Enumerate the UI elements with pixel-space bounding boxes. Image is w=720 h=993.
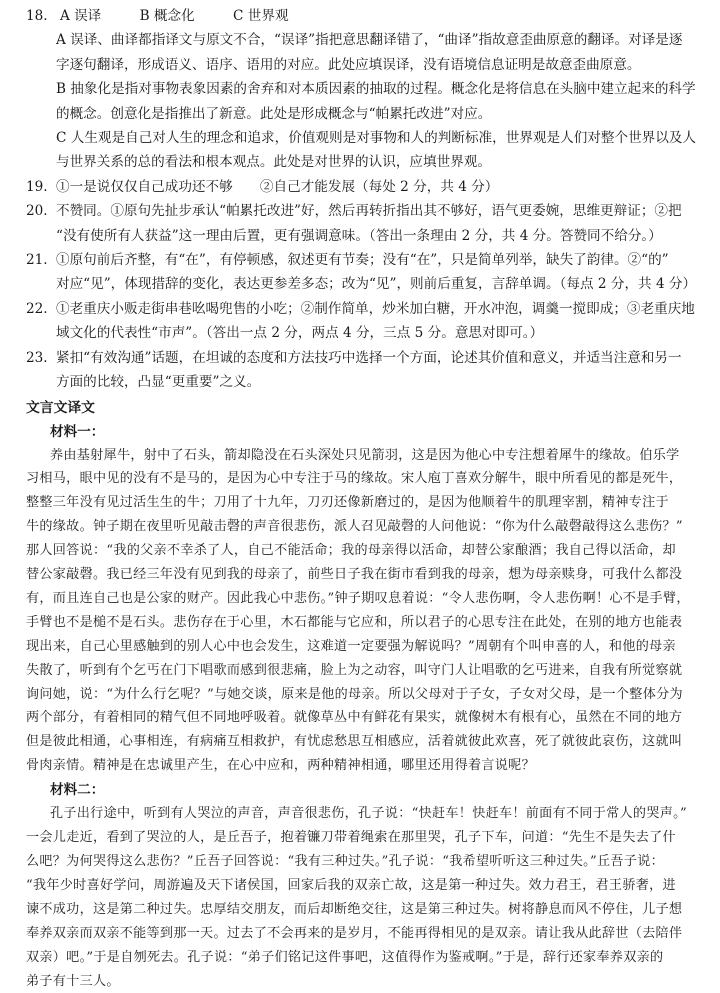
translation-line: 孔子出行途中，听到有人哭泣的声音，声音很悲伤，孔子说：“快赶车！快赶车！前面有不同于常人的哭声。” [50,806,687,822]
translation-line: 整整三年没有见过活生生的牛；刀用了十九年，刀刃还像新磨过的，是因为他顺着牛的肌理宰割，精神专注于 [26,495,669,511]
answer-line: 域文化的代表性“市声”。（答出一点 2 分，两点 4 分，三点 5 分。意思对即可。） [56,325,544,342]
translation-line: 替公家敲磬。我已经三年没有见到我的母亲了，前些日子我在街市看到我的母亲，想为母亲赎身，可我什么都没 [26,567,683,583]
translation-line: 牛的缘故。钟子期在夜里听见敲击磬的声音很悲伤，派人召见敲磬的人问他说：“你为什么敲磬敲得这么悲伤？” [26,519,683,535]
translation-line: 谏不成功，这是第二种过失。忠厚结交朋友，而后却断绝交往，这是第三种过失。树将静息而风不停住，儿子想 [26,901,683,917]
answer-line: ①一是说仅仅自己成功还不够 ②自己才能发展（每处 2 分，共 4 分） [56,178,499,195]
answer-line: 对应“见”，体现措辞的变化，表达更参差多态；改为“见”，则前后重复，言辞单调。（每点 2 分，共 4 分） [56,276,697,293]
translation-line: 习相马，眼中见的没有不是马的，是因为心中专注于马的缘故。宋人庖丁喜欢分解牛，眼中所看见的都是死牛， [26,471,683,487]
translation-line: 有，而且连自己也是公家的财产。因此我心中悲伤。”钟子期叹息着说：“令人悲伤啊，令人悲伤啊！心不是手臂， [26,590,690,606]
question-number: 22. [26,300,48,317]
answer-line: 的概念。创意化是指推出了新意。此处是形成概念与“帕累托改进”对应。 [56,105,492,122]
question-number: 23. [26,349,48,366]
translation-heading: 文言文译文 [26,399,95,416]
translation-line: 现出来，自己心里感触到的别人心中也会发生，这难道一定要强为解说吗？”周朝有个叫申喜的人，和他的母亲 [26,638,676,654]
answer-line: 方面的比较，凸显“更重要”之义。 [56,374,261,391]
answer-line: 不赞同。①原句先扯步承认“帕累托改进”好，然后再转折指出其不够好，语气更委婉，思维更辩证；②把 [56,203,682,220]
answer-line: 与世界关系的总的看法和根本观点。此处是对世界的认识，应填世界观。 [56,154,491,171]
answer-line: ①原句前后齐整，有“在”，有停顿感，叙述更有节奏；没有“在”，只是简单列举，缺失了韵律。②“的” [56,252,669,269]
material-1-title: 材料一： [50,423,105,440]
translation-line: 那人回答说：“我的父亲不幸杀了人，自己不能活命；我的母亲得以活命，却替公家酿酒；我自己得以活命，却 [26,543,676,559]
material-2-text [26,802,702,993]
answer-line: 字逐句翻译，形成语义、语序、语用的对应。此处应填误译，没有语境信息证明是故意歪曲原意。 [56,56,641,73]
answer-22 [26,297,702,346]
translation-line: 两个部分，有着相同的精气但不同地呼吸着。就像草丛中有鲜花有果实，就像树木有根有心，虽然在不同的地方 [26,710,683,726]
answer-line: ①老重庆小贩走街串巷吆喝兜售的小吃；②制作简单，炒米加白糖，开水冲泡，调羹一搅即成；③老重庆地 [56,300,695,317]
material-1-text [26,444,702,779]
answer-18 [26,4,702,175]
answer-option: B 概念化 [139,8,195,24]
translation-line: 双亲）吧。”于是自刎死去。孔子说：“弟子们铭记这件事吧，这值得作为鉴戒啊。”于是，辞行还家奉养双亲的 [26,949,664,965]
question-number: 18. [26,8,48,24]
translation-line: 养由基射犀牛，射中了石头，箭却隐没在石头深处只见箭羽，这是因为他心中专注想着犀牛的缘故。伯乐学 [50,447,680,463]
translation-line: 询问她，说：“为什么行乞呢？”与她交谈，原来是他的母亲。所以父母对于子女，子女对父母，是一个整体分为 [26,686,683,702]
answer-20 [26,199,702,248]
answer-line: B 抽象化是指对事物表象因素的舍弃和对本质因素的抽取的过程。概念化是将信息在头脑中建立起来的科学 [56,81,696,98]
answer-21 [26,248,702,297]
translation-line: 失散了，听到有个乞丐在门下唱歌而感到很悲痛，脸上为之动容，叫守门人让唱歌的乞丐进来，自我有所觉察就 [26,662,683,678]
answer-19 [26,175,702,199]
translation-line: 手臂也不是槌不是石头。悲伤存在于心里，木石都能与它应和，所以君子的心思专注在此处，在别的地方也能表 [26,614,683,630]
material-2-title: 材料二： [50,782,105,799]
translation-line: 奉养双亲而双亲不能等到那一天。过去了不会再来的是岁月，不能再得相见的是双亲。请让我从此辞世（去陪伴 [26,925,683,941]
answer-line: 紧扣“有效沟通”话题，在坦诚的态度和方法技巧中选择一个方面，论述其价值和意义，并适当注意和另一 [56,349,682,366]
answer-option: C 世界观 [233,8,289,24]
translation-line: 弟子有十三人。 [26,973,120,989]
answer-23 [26,346,702,395]
translation-line: 一会儿走近，看到了哭泣的人，是丘吾子，抱着镰刀带着绳索在那里哭，孔子下车，问道：“先生不是失去了什 [26,830,676,846]
answer-line: A 误译、曲译都指译文与原文不合，“误译”指把意思翻译错了，“曲译”指故意歪曲原意的翻译。对译是逐 [56,32,683,49]
answer-option: A 误译 [59,8,102,24]
question-number: 19. [26,178,48,195]
translation-line: “我年少时喜好学问，周游遍及天下诸侯国，回家后我的双亲亡故，这是第一种过失。效力君王，君王骄奢，进 [26,877,676,893]
translation-line: 么吧？为何哭得这么悲伤？”丘吾子回答说：“我有三种过失。”孔子说：“我希望听听这三种过失。”丘吾子说： [26,854,664,869]
answer-line: “没有使所有人获益”这一理由后置，更有强调意味。（答出一条理由 2 分，共 4 分。答赞同不给分。） [56,227,662,244]
answer-line: C 人生观是自己对人生的理念和追求，价值观则是对事物和人的判断标准，世界观是人们对整个世界以及人 [56,130,697,147]
translation-line: 骨肉亲情。精神是在忠诚里产生，在心中应和，两种精神相通，哪里还用得着言说呢？ [26,758,535,774]
translation-line: 但是彼此相通，心事相连，有病痛互相救护，有忧虑愁思互相感应，活着就彼此欢喜，死了就彼此哀伤，这就叫 [26,734,683,750]
question-number: 21. [26,252,48,269]
question-number: 20. [26,203,48,220]
